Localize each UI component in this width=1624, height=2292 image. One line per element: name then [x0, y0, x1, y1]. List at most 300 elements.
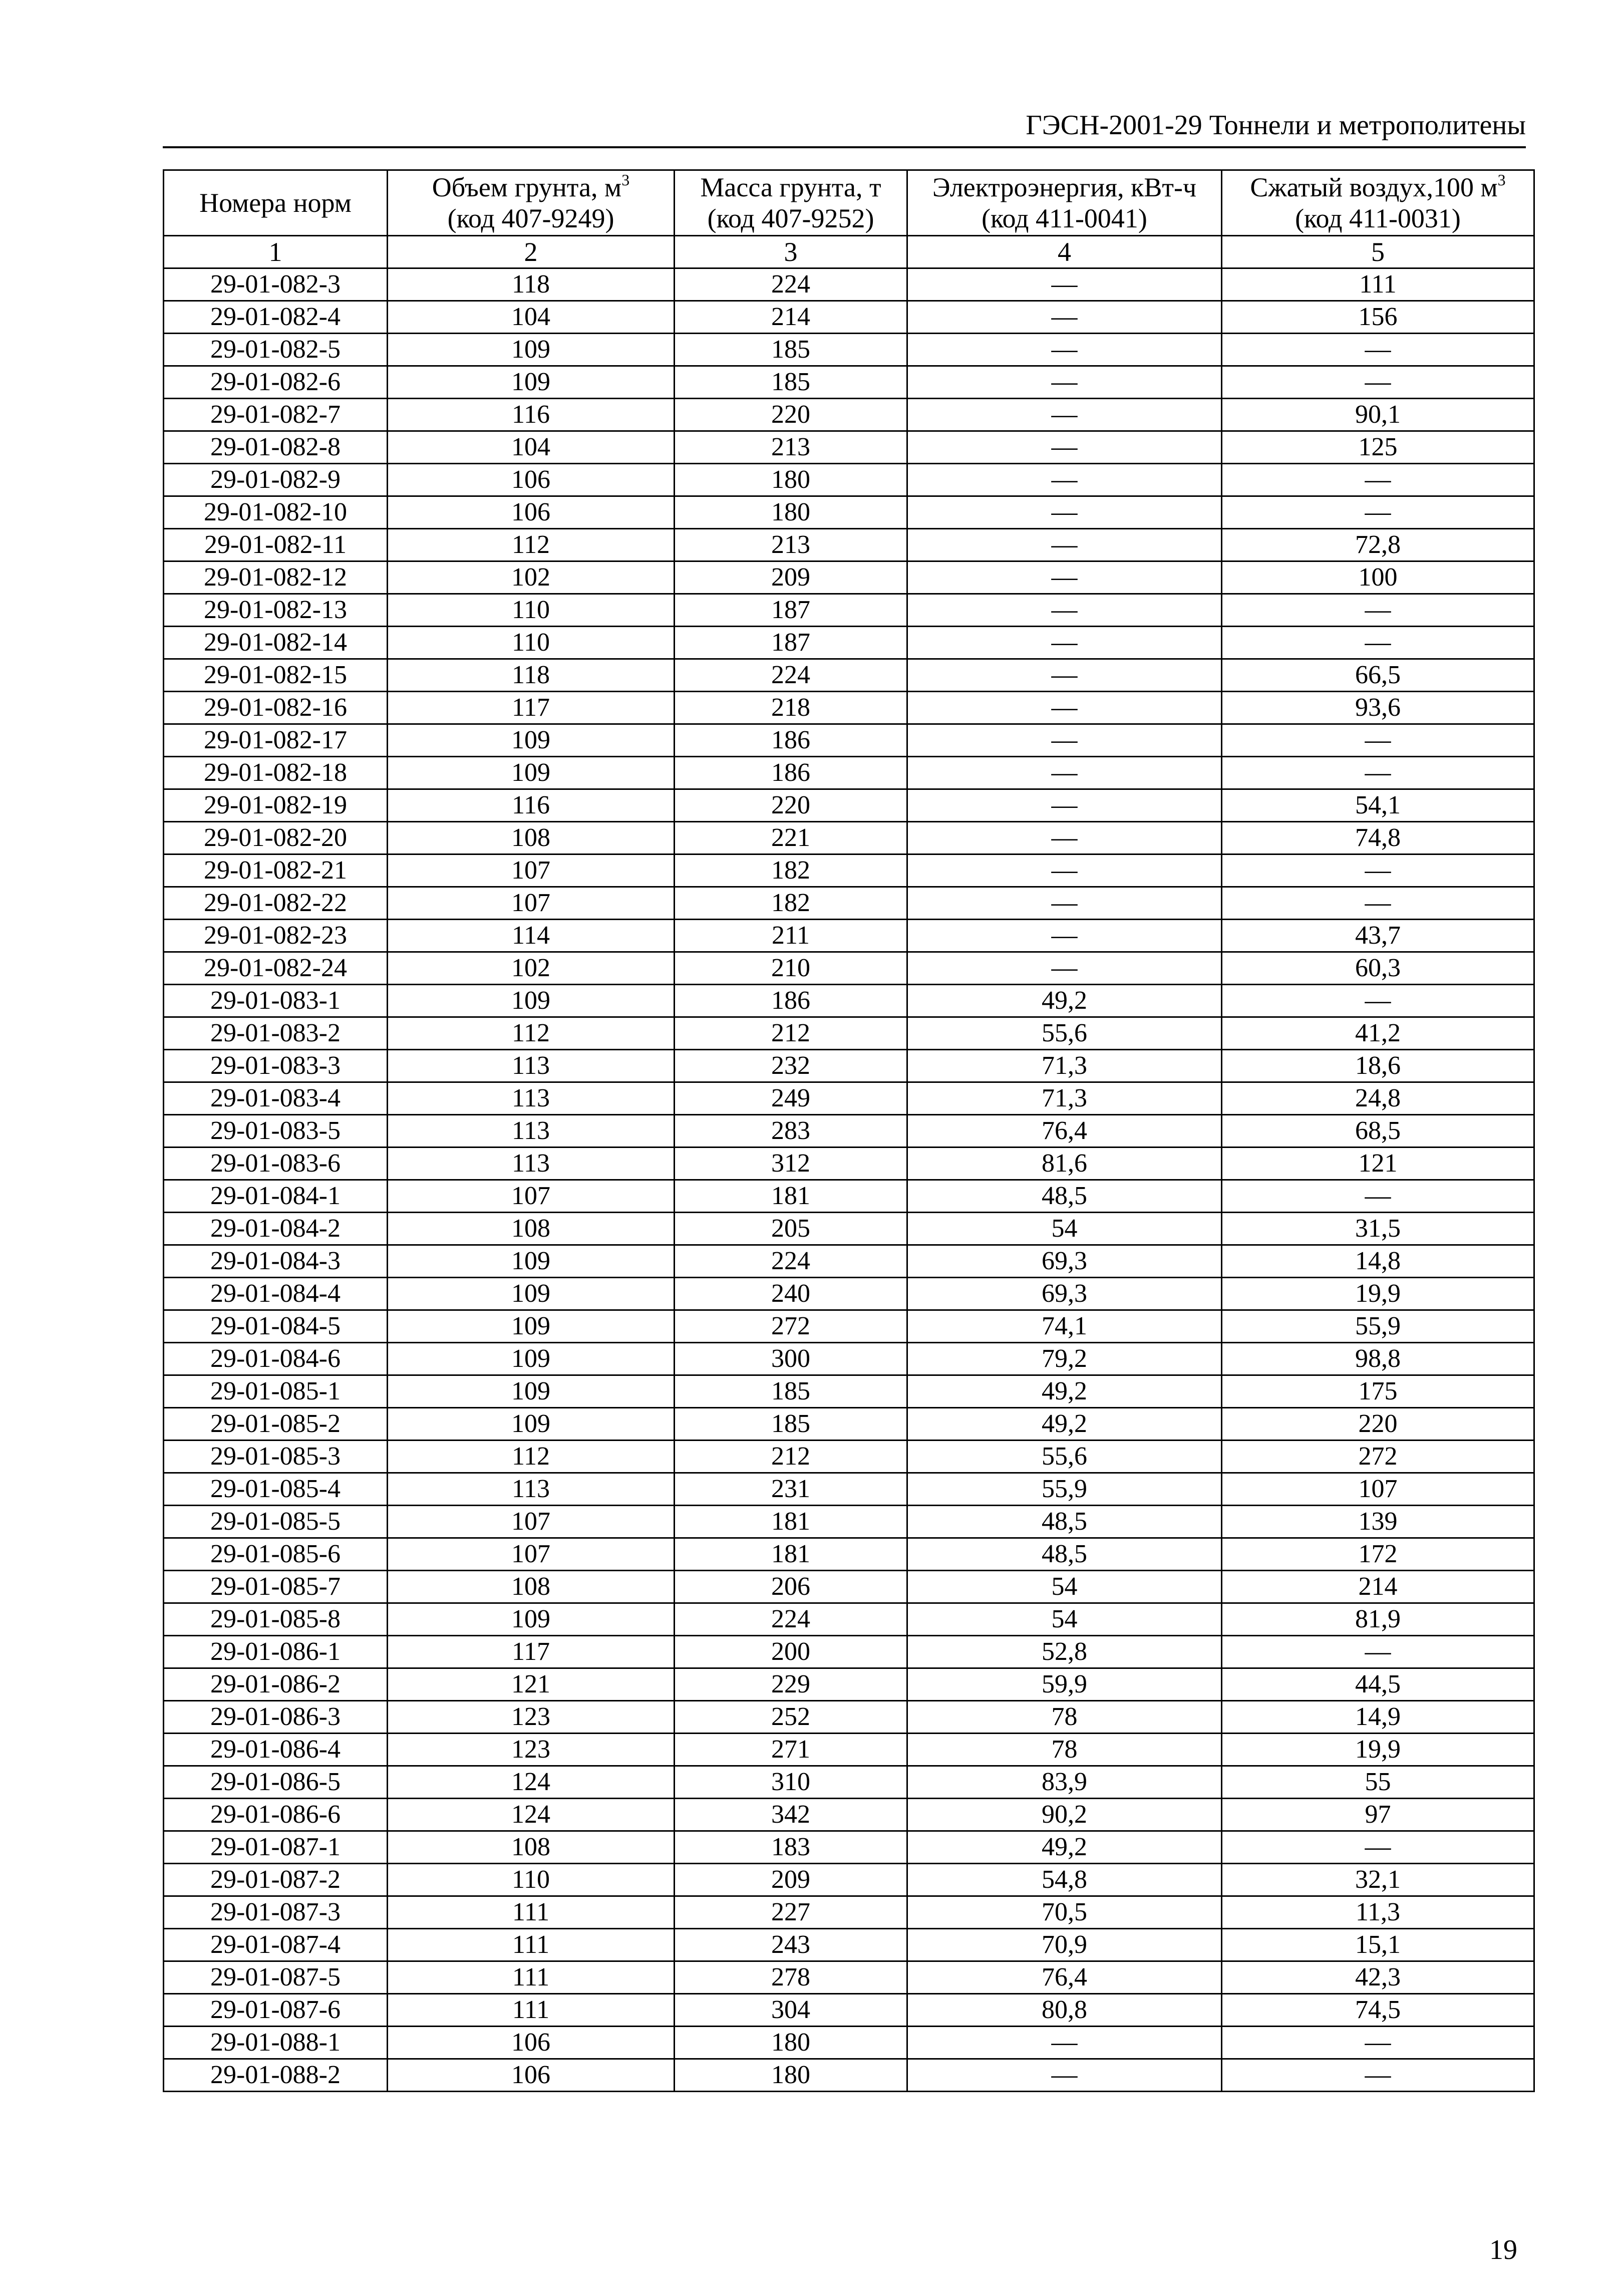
table-row — [164, 529, 1534, 561]
norm-number-cell: 29-01-082-24 — [164, 952, 388, 985]
electricity-cell: 71,3 — [907, 1082, 1222, 1115]
table-row — [164, 1538, 1534, 1571]
soil-volume-cell: 117 — [388, 692, 675, 724]
compressed-air-cell: — — [1222, 366, 1534, 399]
compressed-air-cell: 43,7 — [1222, 920, 1534, 952]
soil-mass-cell: 221 — [675, 822, 907, 854]
compressed-air-cell: 19,9 — [1222, 1734, 1534, 1766]
compressed-air-cell: 100 — [1222, 561, 1534, 594]
electricity-cell: — — [907, 464, 1222, 496]
compressed-air-cell: 72,8 — [1222, 529, 1534, 561]
soil-mass-cell: 180 — [675, 464, 907, 496]
electricity-cell: — — [907, 887, 1222, 920]
norm-number-cell: 29-01-085-2 — [164, 1408, 388, 1441]
compressed-air-cell: — — [1222, 1831, 1534, 1864]
norm-number-cell: 29-01-086-5 — [164, 1766, 388, 1799]
header-electricity — [907, 170, 1222, 236]
compressed-air-cell: — — [1222, 2059, 1534, 2092]
soil-mass-cell: 213 — [675, 431, 907, 464]
soil-mass-cell: 213 — [675, 529, 907, 561]
compressed-air-cell: — — [1222, 464, 1534, 496]
table-row — [164, 757, 1534, 789]
table-row — [164, 920, 1534, 952]
compressed-air-cell: 125 — [1222, 431, 1534, 464]
norm-number-cell: 29-01-082-7 — [164, 399, 388, 431]
soil-mass-cell: 300 — [675, 1343, 907, 1375]
compressed-air-cell: 97 — [1222, 1799, 1534, 1831]
compressed-air-cell: 44,5 — [1222, 1668, 1534, 1701]
electricity-cell: 55,9 — [907, 1473, 1222, 1506]
page-number: 19 — [1489, 2234, 1517, 2265]
soil-mass-cell: 187 — [675, 594, 907, 627]
soil-volume-cell: 106 — [388, 2027, 675, 2059]
table-row — [164, 496, 1534, 529]
soil-mass-cell: 310 — [675, 1766, 907, 1799]
soil-mass-cell: 185 — [675, 334, 907, 366]
electricity-cell: 69,3 — [907, 1245, 1222, 1278]
table-row — [164, 822, 1534, 854]
soil-volume-cell: 111 — [388, 1896, 675, 1929]
column-number: 4 — [907, 236, 1222, 268]
table-row — [164, 1506, 1534, 1538]
soil-volume-cell: 109 — [388, 1408, 675, 1441]
compressed-air-cell: 41,2 — [1222, 1017, 1534, 1050]
soil-volume-cell: 113 — [388, 1473, 675, 1506]
soil-volume-cell: 107 — [388, 1506, 675, 1538]
soil-volume-cell: 108 — [388, 1831, 675, 1864]
header-soil-volume — [388, 170, 675, 236]
electricity-cell: — — [907, 366, 1222, 399]
electricity-cell: 70,9 — [907, 1929, 1222, 1961]
electricity-cell: 54,8 — [907, 1864, 1222, 1896]
electricity-cell: — — [907, 789, 1222, 822]
compressed-air-cell: — — [1222, 1180, 1534, 1213]
norm-number-cell: 29-01-085-7 — [164, 1571, 388, 1603]
norm-number-cell: 29-01-085-6 — [164, 1538, 388, 1571]
compressed-air-cell: — — [1222, 496, 1534, 529]
norm-number-cell: 29-01-087-5 — [164, 1961, 388, 1994]
table-row — [164, 334, 1534, 366]
norm-number-cell: 29-01-085-4 — [164, 1473, 388, 1506]
electricity-cell: — — [907, 822, 1222, 854]
table-row — [164, 1408, 1534, 1441]
table-row — [164, 268, 1534, 301]
compressed-air-cell: 32,1 — [1222, 1864, 1534, 1896]
header-electricity-label: Электроэнергия, кВт-ч — [932, 172, 1197, 202]
electricity-cell: 55,6 — [907, 1441, 1222, 1473]
compressed-air-cell: 172 — [1222, 1538, 1534, 1571]
table-row — [164, 1831, 1534, 1864]
table-row — [164, 1343, 1534, 1375]
compressed-air-cell: 55 — [1222, 1766, 1534, 1799]
soil-mass-cell: 304 — [675, 1994, 907, 2027]
electricity-cell: — — [907, 692, 1222, 724]
compressed-air-cell: — — [1222, 594, 1534, 627]
soil-mass-cell: 227 — [675, 1896, 907, 1929]
norm-number-cell: 29-01-085-8 — [164, 1603, 388, 1636]
table-row — [164, 854, 1534, 887]
soil-volume-cell: 109 — [388, 1245, 675, 1278]
norm-number-cell: 29-01-083-1 — [164, 985, 388, 1017]
soil-mass-cell: 182 — [675, 854, 907, 887]
soil-volume-cell: 111 — [388, 1961, 675, 1994]
norm-number-cell: 29-01-084-4 — [164, 1278, 388, 1310]
soil-mass-cell: 249 — [675, 1082, 907, 1115]
table-row — [164, 1994, 1534, 2027]
electricity-cell: 48,5 — [907, 1180, 1222, 1213]
electricity-cell: — — [907, 854, 1222, 887]
electricity-cell: — — [907, 529, 1222, 561]
soil-volume-cell: 111 — [388, 1994, 675, 2027]
norm-number-cell: 29-01-082-17 — [164, 724, 388, 757]
header-soil-mass — [675, 170, 907, 236]
soil-mass-cell: 224 — [675, 268, 907, 301]
compressed-air-cell: 74,5 — [1222, 1994, 1534, 2027]
soil-mass-cell: 186 — [675, 985, 907, 1017]
soil-volume-cell: 106 — [388, 496, 675, 529]
norm-number-cell: 29-01-082-11 — [164, 529, 388, 561]
soil-mass-cell: 224 — [675, 659, 907, 692]
soil-mass-cell: 185 — [675, 1408, 907, 1441]
soil-volume-cell: 110 — [388, 1864, 675, 1896]
electricity-cell: 81,6 — [907, 1148, 1222, 1180]
table-row — [164, 1115, 1534, 1148]
soil-volume-cell: 104 — [388, 431, 675, 464]
soil-volume-cell: 113 — [388, 1082, 675, 1115]
header-soil-volume-sup: 3 — [621, 171, 630, 189]
norm-number-cell: 29-01-082-15 — [164, 659, 388, 692]
header-soil-mass-code: (код 407-9252) — [707, 203, 874, 233]
compressed-air-cell: 175 — [1222, 1375, 1534, 1408]
table-row — [164, 1245, 1534, 1278]
norm-number-cell: 29-01-082-8 — [164, 431, 388, 464]
soil-volume-cell: 108 — [388, 1213, 675, 1245]
norm-number-cell: 29-01-083-5 — [164, 1115, 388, 1148]
soil-mass-cell: 220 — [675, 789, 907, 822]
electricity-cell: 49,2 — [907, 1375, 1222, 1408]
electricity-cell: 48,5 — [907, 1506, 1222, 1538]
compressed-air-cell: — — [1222, 887, 1534, 920]
soil-mass-cell: 180 — [675, 496, 907, 529]
compressed-air-cell: 74,8 — [1222, 822, 1534, 854]
soil-volume-cell: 107 — [388, 887, 675, 920]
norm-number-cell: 29-01-082-19 — [164, 789, 388, 822]
electricity-cell: — — [907, 561, 1222, 594]
electricity-cell: 90,2 — [907, 1799, 1222, 1831]
compressed-air-cell: 272 — [1222, 1441, 1534, 1473]
header-compressed-air-code: (код 411-0031) — [1295, 203, 1461, 233]
soil-volume-cell: 109 — [388, 757, 675, 789]
table-row — [164, 2027, 1534, 2059]
electricity-cell: — — [907, 268, 1222, 301]
soil-volume-cell: 109 — [388, 1343, 675, 1375]
compressed-air-cell: 14,9 — [1222, 1701, 1534, 1734]
norm-number-cell: 29-01-082-21 — [164, 854, 388, 887]
norm-number-cell: 29-01-082-20 — [164, 822, 388, 854]
electricity-cell: — — [907, 627, 1222, 659]
norm-number-cell: 29-01-082-12 — [164, 561, 388, 594]
table-row — [164, 887, 1534, 920]
norm-number-cell: 29-01-086-6 — [164, 1799, 388, 1831]
header-rule — [163, 146, 1526, 148]
soil-volume-cell: 113 — [388, 1050, 675, 1082]
norm-number-cell: 29-01-088-1 — [164, 2027, 388, 2059]
compressed-air-cell: 66,5 — [1222, 659, 1534, 692]
electricity-cell: 83,9 — [907, 1766, 1222, 1799]
table-row — [164, 1148, 1534, 1180]
table-row — [164, 952, 1534, 985]
norm-number-cell: 29-01-084-2 — [164, 1213, 388, 1245]
norm-number-cell: 29-01-083-6 — [164, 1148, 388, 1180]
electricity-cell: — — [907, 757, 1222, 789]
compressed-air-cell: 139 — [1222, 1506, 1534, 1538]
soil-mass-cell: 180 — [675, 2059, 907, 2092]
soil-volume-cell: 109 — [388, 1310, 675, 1343]
soil-mass-cell: 312 — [675, 1148, 907, 1180]
electricity-cell: 54 — [907, 1213, 1222, 1245]
column-number-row — [164, 236, 1534, 268]
table-row — [164, 594, 1534, 627]
soil-volume-cell: 112 — [388, 1017, 675, 1050]
table-row — [164, 1603, 1534, 1636]
compressed-air-cell: 121 — [1222, 1148, 1534, 1180]
soil-volume-cell: 109 — [388, 724, 675, 757]
soil-mass-cell: 187 — [675, 627, 907, 659]
norm-number-cell: 29-01-087-4 — [164, 1929, 388, 1961]
soil-volume-cell: 109 — [388, 334, 675, 366]
electricity-cell: 71,3 — [907, 1050, 1222, 1082]
table-row — [164, 561, 1534, 594]
electricity-cell: — — [907, 724, 1222, 757]
table-row — [164, 1766, 1534, 1799]
table-row — [164, 399, 1534, 431]
soil-mass-cell: 183 — [675, 1831, 907, 1864]
soil-mass-cell: 211 — [675, 920, 907, 952]
norm-number-cell: 29-01-084-5 — [164, 1310, 388, 1343]
compressed-air-cell: 11,3 — [1222, 1896, 1534, 1929]
table-header — [164, 170, 1534, 268]
table-row — [164, 789, 1534, 822]
table-body — [164, 268, 1534, 2092]
norm-number-cell: 29-01-082-13 — [164, 594, 388, 627]
soil-volume-cell: 118 — [388, 268, 675, 301]
soil-volume-cell: 123 — [388, 1701, 675, 1734]
soil-volume-cell: 113 — [388, 1148, 675, 1180]
compressed-air-cell: 107 — [1222, 1473, 1534, 1506]
norm-number-cell: 29-01-087-2 — [164, 1864, 388, 1896]
soil-volume-cell: 107 — [388, 1180, 675, 1213]
soil-mass-cell: 212 — [675, 1441, 907, 1473]
table-row — [164, 1375, 1534, 1408]
header-compressed-air-label: Сжатый воздух,100 м — [1250, 172, 1498, 202]
table-row — [164, 431, 1534, 464]
compressed-air-cell: — — [1222, 854, 1534, 887]
table-row — [164, 1864, 1534, 1896]
compressed-air-cell: 60,3 — [1222, 952, 1534, 985]
header-compressed-air-sup: 3 — [1497, 171, 1506, 189]
soil-volume-cell: 108 — [388, 1571, 675, 1603]
soil-mass-cell: 209 — [675, 561, 907, 594]
soil-mass-cell: 181 — [675, 1180, 907, 1213]
compressed-air-cell: 31,5 — [1222, 1213, 1534, 1245]
soil-volume-cell: 112 — [388, 529, 675, 561]
soil-mass-cell: 220 — [675, 399, 907, 431]
electricity-cell: 54 — [907, 1603, 1222, 1636]
electricity-cell: 76,4 — [907, 1115, 1222, 1148]
header-compressed-air — [1222, 170, 1534, 236]
soil-volume-cell: 102 — [388, 561, 675, 594]
compressed-air-cell: — — [1222, 334, 1534, 366]
soil-volume-cell: 106 — [388, 464, 675, 496]
table-row — [164, 1017, 1534, 1050]
norm-number-cell: 29-01-084-3 — [164, 1245, 388, 1278]
soil-mass-cell: 283 — [675, 1115, 907, 1148]
soil-mass-cell: 205 — [675, 1213, 907, 1245]
table-row — [164, 1441, 1534, 1473]
soil-mass-cell: 224 — [675, 1245, 907, 1278]
norm-number-cell: 29-01-084-1 — [164, 1180, 388, 1213]
soil-volume-cell: 113 — [388, 1115, 675, 1148]
electricity-cell: — — [907, 920, 1222, 952]
column-number: 1 — [164, 236, 388, 268]
soil-volume-cell: 124 — [388, 1766, 675, 1799]
compressed-air-cell: 111 — [1222, 268, 1534, 301]
soil-mass-cell: 182 — [675, 887, 907, 920]
soil-mass-cell: 206 — [675, 1571, 907, 1603]
electricity-cell: 70,5 — [907, 1896, 1222, 1929]
soil-volume-cell: 109 — [388, 985, 675, 1017]
norm-number-cell: 29-01-088-2 — [164, 2059, 388, 2092]
electricity-cell: 52,8 — [907, 1636, 1222, 1668]
header-electricity-code: (код 411-0041) — [982, 203, 1147, 233]
norm-number-cell: 29-01-087-1 — [164, 1831, 388, 1864]
compressed-air-cell: 98,8 — [1222, 1343, 1534, 1375]
electricity-cell: — — [907, 301, 1222, 334]
norm-number-cell: 29-01-082-10 — [164, 496, 388, 529]
soil-mass-cell: 210 — [675, 952, 907, 985]
electricity-cell: — — [907, 659, 1222, 692]
table-row — [164, 1278, 1534, 1310]
table-row — [164, 301, 1534, 334]
table-row — [164, 366, 1534, 399]
compressed-air-cell: 54,1 — [1222, 789, 1534, 822]
compressed-air-cell: — — [1222, 627, 1534, 659]
table-row — [164, 1668, 1534, 1701]
electricity-cell: 49,2 — [907, 1831, 1222, 1864]
soil-mass-cell: 224 — [675, 1603, 907, 1636]
norm-number-cell: 29-01-083-4 — [164, 1082, 388, 1115]
soil-mass-cell: 209 — [675, 1864, 907, 1896]
norm-number-cell: 29-01-085-1 — [164, 1375, 388, 1408]
soil-volume-cell: 118 — [388, 659, 675, 692]
column-number: 2 — [388, 236, 675, 268]
soil-mass-cell: 186 — [675, 724, 907, 757]
norm-number-cell: 29-01-086-3 — [164, 1701, 388, 1734]
norm-number-cell: 29-01-085-5 — [164, 1506, 388, 1538]
electricity-cell: — — [907, 431, 1222, 464]
electricity-cell: — — [907, 2027, 1222, 2059]
table-row — [164, 1213, 1534, 1245]
compressed-air-cell: 93,6 — [1222, 692, 1534, 724]
electricity-cell: 49,2 — [907, 985, 1222, 1017]
compressed-air-cell: 19,9 — [1222, 1278, 1534, 1310]
soil-mass-cell: 232 — [675, 1050, 907, 1082]
norm-number-cell: 29-01-082-18 — [164, 757, 388, 789]
electricity-cell: 48,5 — [907, 1538, 1222, 1571]
norm-number-cell: 29-01-082-3 — [164, 268, 388, 301]
compressed-air-cell: 55,9 — [1222, 1310, 1534, 1343]
compressed-air-cell: 81,9 — [1222, 1603, 1534, 1636]
norm-number-cell: 29-01-082-6 — [164, 366, 388, 399]
header-norm-numbers: Номера норм — [164, 170, 388, 236]
header-soil-volume-label: Объем грунта, м — [432, 172, 622, 202]
table-row — [164, 2059, 1534, 2092]
soil-volume-cell: 107 — [388, 854, 675, 887]
soil-volume-cell: 111 — [388, 1929, 675, 1961]
soil-mass-cell: 214 — [675, 301, 907, 334]
running-header: ГЭСН-2001-29 Тоннели и метрополитены — [1026, 110, 1526, 141]
header-soil-volume-code: (код 407-9249) — [447, 203, 614, 233]
header-soil-mass-label: Масса грунта, т — [700, 172, 881, 202]
electricity-cell: 59,9 — [907, 1668, 1222, 1701]
electricity-cell: 74,1 — [907, 1310, 1222, 1343]
electricity-cell: — — [907, 2059, 1222, 2092]
table-row — [164, 1082, 1534, 1115]
soil-volume-cell: 117 — [388, 1636, 675, 1668]
soil-mass-cell: 231 — [675, 1473, 907, 1506]
soil-volume-cell: 110 — [388, 594, 675, 627]
norm-number-cell: 29-01-084-6 — [164, 1343, 388, 1375]
soil-mass-cell: 185 — [675, 366, 907, 399]
soil-mass-cell: 181 — [675, 1538, 907, 1571]
soil-mass-cell: 229 — [675, 1668, 907, 1701]
compressed-air-cell: 24,8 — [1222, 1082, 1534, 1115]
norm-number-cell: 29-01-082-4 — [164, 301, 388, 334]
soil-volume-cell: 104 — [388, 301, 675, 334]
compressed-air-cell: 156 — [1222, 301, 1534, 334]
soil-volume-cell: 124 — [388, 1799, 675, 1831]
compressed-air-cell: 220 — [1222, 1408, 1534, 1441]
soil-mass-cell: 180 — [675, 2027, 907, 2059]
norm-number-cell: 29-01-083-3 — [164, 1050, 388, 1082]
table-row — [164, 985, 1534, 1017]
norm-number-cell: 29-01-087-3 — [164, 1896, 388, 1929]
soil-mass-cell: 342 — [675, 1799, 907, 1831]
soil-volume-cell: 107 — [388, 1538, 675, 1571]
norm-number-cell: 29-01-086-1 — [164, 1636, 388, 1668]
compressed-air-cell: 14,8 — [1222, 1245, 1534, 1278]
soil-volume-cell: 109 — [388, 366, 675, 399]
electricity-cell: 55,6 — [907, 1017, 1222, 1050]
electricity-cell: 79,2 — [907, 1343, 1222, 1375]
table-row — [164, 1636, 1534, 1668]
soil-mass-cell: 243 — [675, 1929, 907, 1961]
norm-number-cell: 29-01-082-22 — [164, 887, 388, 920]
table-row — [164, 1473, 1534, 1506]
compressed-air-cell: 18,6 — [1222, 1050, 1534, 1082]
norms-table — [163, 169, 1535, 2092]
compressed-air-cell: — — [1222, 724, 1534, 757]
soil-volume-cell: 112 — [388, 1441, 675, 1473]
electricity-cell: 69,3 — [907, 1278, 1222, 1310]
electricity-cell: 78 — [907, 1701, 1222, 1734]
compressed-air-cell: 214 — [1222, 1571, 1534, 1603]
soil-mass-cell: 271 — [675, 1734, 907, 1766]
compressed-air-cell: 68,5 — [1222, 1115, 1534, 1148]
compressed-air-cell: — — [1222, 2027, 1534, 2059]
table-row — [164, 1734, 1534, 1766]
compressed-air-cell: — — [1222, 1636, 1534, 1668]
